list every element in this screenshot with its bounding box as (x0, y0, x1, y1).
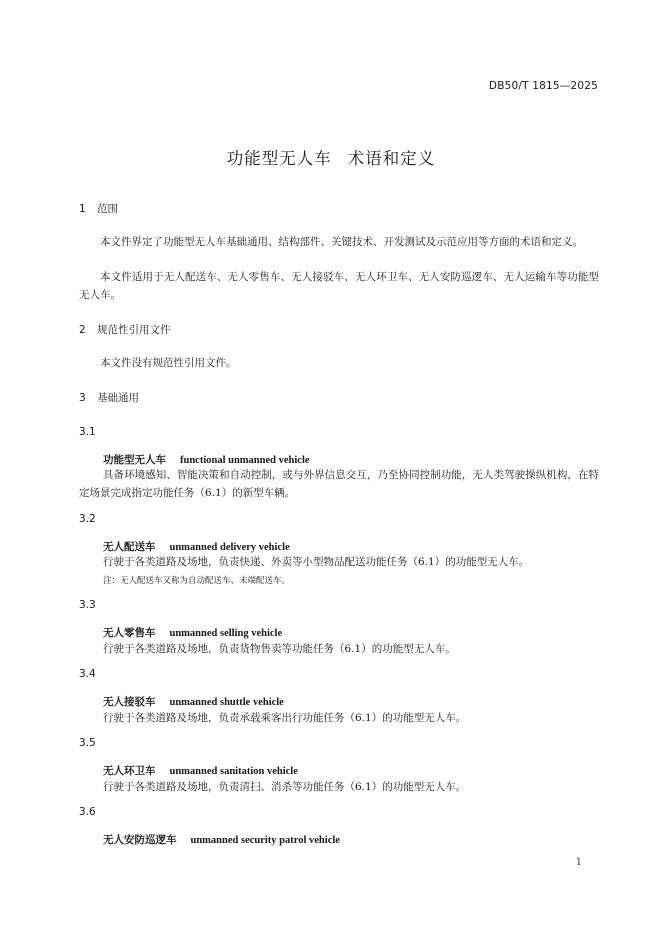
term-zh: 无人接驳车 (103, 696, 156, 708)
title-part-1: 功能型无人车 (226, 149, 332, 168)
section-heading-scope (79, 201, 118, 216)
section-title: 基础通用 (97, 392, 139, 404)
clause-number: 3.4 (79, 668, 96, 680)
term-definition: 具备环境感知、智能决策和自动控制，或与外界信息交互，乃至协同控制功能，无人类驾驶操纵机构，在特定场景完成指定功能任务（6.1）的新型车辆。 (79, 469, 599, 499)
section-number: 3 (79, 392, 86, 404)
title-part-2: 术语和定义 (347, 149, 436, 168)
clause-number: 3.6 (79, 806, 96, 818)
term-zh: 无人环卫车 (103, 765, 156, 777)
clause-number: 3.1 (79, 426, 96, 438)
term-definition: 行驶于各类道路及场地，负责清扫、消杀等功能任务（6.1）的功能型无人车。 (103, 781, 467, 793)
term-zh: 无人零售车 (103, 627, 156, 639)
term-title (103, 539, 290, 554)
clause-number: 3.2 (79, 513, 96, 525)
term-en: functional unmanned vehicle (180, 455, 310, 466)
section-number: 2 (79, 324, 86, 336)
section-heading-basic (79, 390, 139, 405)
term-note: 注：无人配送车又称为自动配送车、末端配送车。 (103, 576, 291, 586)
term-en: unmanned sanitation vehicle (169, 766, 298, 777)
document-title (0, 145, 662, 169)
term-zh: 无人配送车 (103, 541, 156, 553)
page-number: 1 (575, 857, 582, 868)
term-title (103, 625, 282, 640)
clause-number: 3.5 (79, 737, 96, 749)
term-zh: 无人安防巡逻车 (103, 834, 177, 846)
section-title: 规范性引用文件 (97, 324, 171, 336)
section-number: 1 (79, 203, 86, 215)
term-title (103, 452, 310, 467)
scope-paragraph-1: 本文件界定了功能型无人车基础通用、结构部件、关键技术、开发测试及示范应用等方面的术语和定义。 (100, 236, 583, 248)
term-en: unmanned security patrol vehicle (190, 835, 340, 846)
clause-number: 3.3 (79, 599, 96, 611)
section-title: 范围 (97, 203, 118, 215)
term-title (103, 832, 340, 847)
term-definition: 行驶于各类道路及场地，负责承载乘客出行功能任务（6.1）的功能型无人车。 (103, 712, 467, 724)
term-en: unmanned shuttle vehicle (169, 697, 284, 708)
term-en: unmanned selling vehicle (169, 628, 283, 639)
document-code: DB50/T 1815—2025 (488, 80, 598, 92)
references-paragraph: 本文件没有规范性引用文件。 (100, 357, 237, 369)
term-title (103, 763, 298, 778)
term-definition: 行驶于各类道路及场地，负责货物售卖等功能任务（6.1）的功能型无人车。 (103, 643, 456, 655)
term-zh: 功能型无人车 (103, 454, 166, 466)
scope-paragraph-2: 本文件适用于无人配送车、无人零售车、无人接驳车、无人环卫车、无人安防巡逻车、无人运输车等功能型无人车。 (79, 271, 599, 301)
section-heading-references (79, 322, 171, 337)
term-definition: 行驶于各类道路及场地，负责快递、外卖等小型物品配送功能任务（6.1）的功能型无人车。 (103, 556, 530, 568)
term-title (103, 694, 284, 709)
term-en: unmanned delivery vehicle (169, 542, 290, 553)
